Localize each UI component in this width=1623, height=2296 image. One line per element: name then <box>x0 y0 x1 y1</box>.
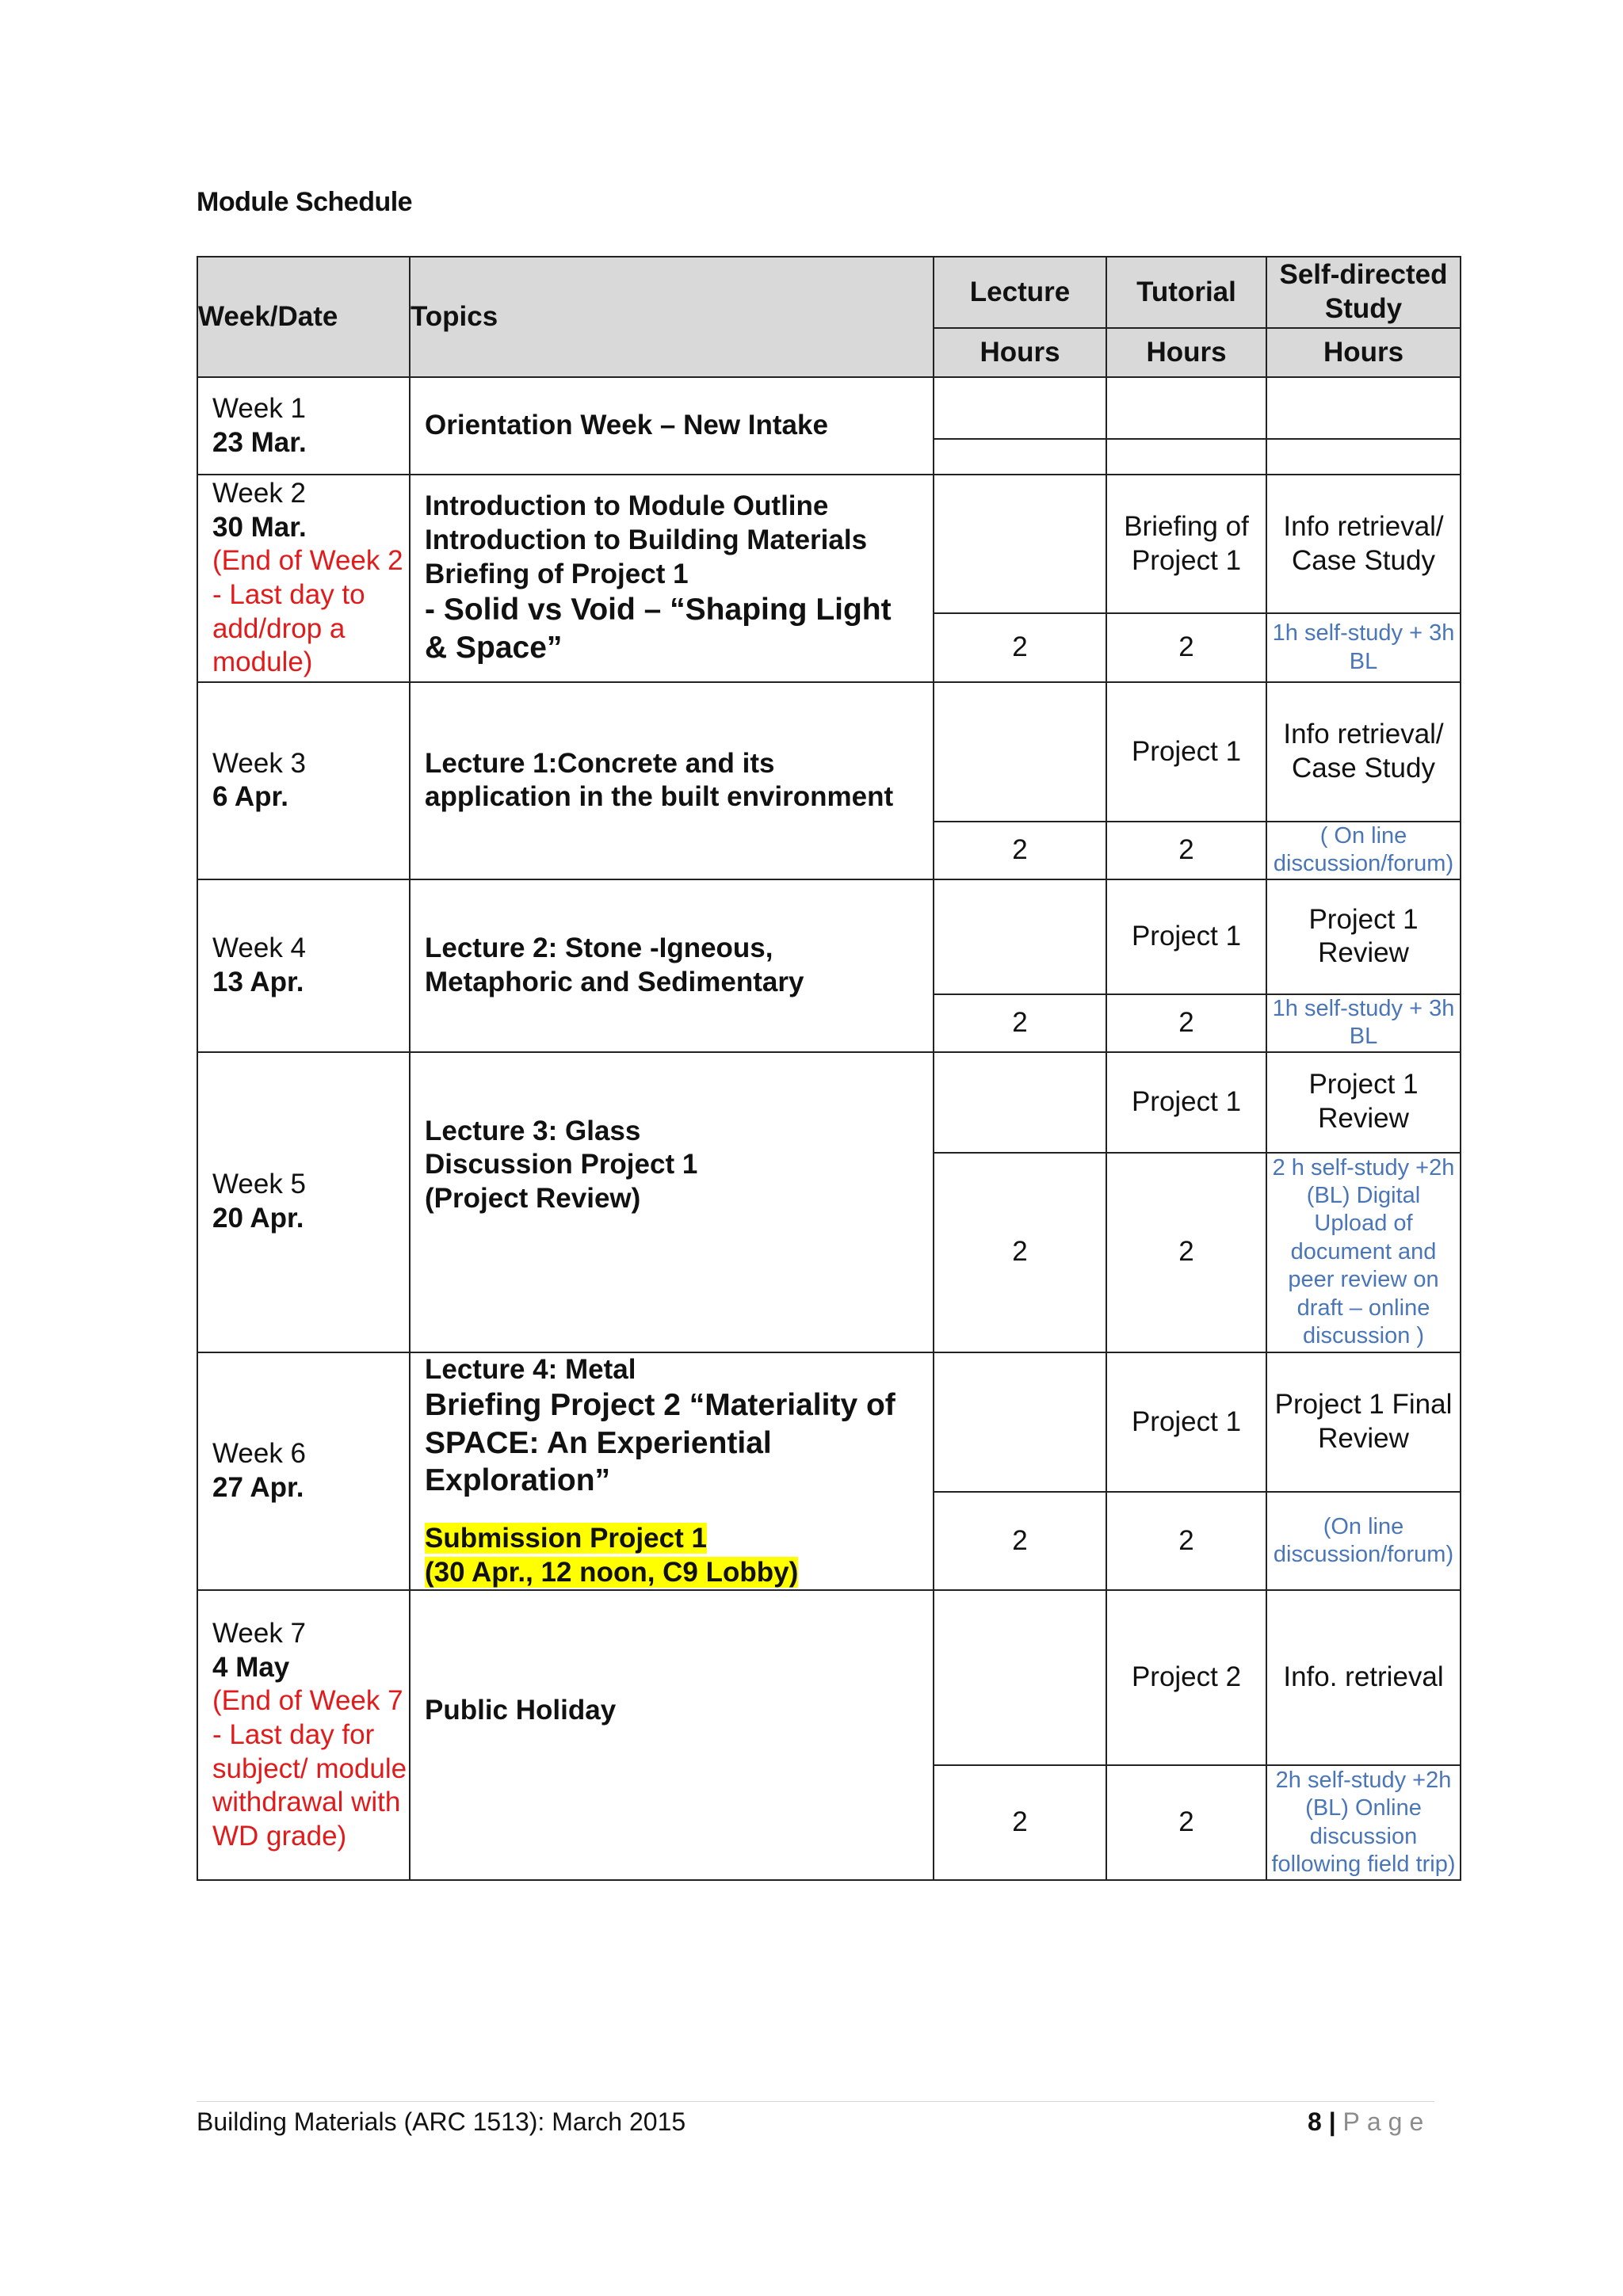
header-self-directed: Self-directed Study <box>1266 257 1461 328</box>
topic-cell <box>410 879 934 1052</box>
header-week-date: Week/Date <box>197 257 410 377</box>
week-label: Week 1 <box>212 392 307 424</box>
week-note: (End of Week 2 - Last day to add/drop a module) <box>212 545 403 678</box>
table-row <box>197 1352 1461 1493</box>
table-row <box>197 682 1461 822</box>
footer-page-number <box>1308 2107 1430 2137</box>
study-activity: Project 1 Final Review <box>1266 1352 1461 1493</box>
study-activity: Info retrieval/ Case Study <box>1266 475 1461 613</box>
week-cell <box>197 475 410 682</box>
week-label: Week 4 <box>212 932 307 963</box>
table-row <box>197 1052 1461 1153</box>
tutorial-activity: Project 1 <box>1106 879 1266 994</box>
week-date: 30 Mar. <box>212 511 307 543</box>
week-date: 4 May <box>212 1651 290 1683</box>
topic-line: Public Holiday <box>425 1695 617 1726</box>
study-activity <box>1266 377 1461 439</box>
topic-cell <box>410 475 934 682</box>
lecture-hours: 2 <box>934 994 1106 1052</box>
tutorial-hours: 2 <box>1106 1153 1266 1352</box>
topic-line: Orientation Week – New Intake <box>425 410 828 441</box>
lecture-hours: 2 <box>934 613 1106 682</box>
lecture-activity <box>934 1352 1106 1493</box>
topic-line: Lecture 2: Stone -Igneous, Metaphoric and Sedimentary <box>425 932 804 997</box>
lecture-activity <box>934 1590 1106 1765</box>
lecture-hours <box>934 439 1106 475</box>
tutorial-hours: 2 <box>1106 1765 1266 1880</box>
lecture-hours: 2 <box>934 1492 1106 1590</box>
table-row <box>197 879 1461 994</box>
lecture-activity <box>934 682 1106 822</box>
topic-line: Lecture 3: Glass <box>425 1115 641 1146</box>
week-note: (End of Week 7 - Last day for subject/ module withdrawal with WD grade) <box>212 1685 407 1852</box>
tutorial-hours <box>1106 439 1266 475</box>
week-date: 23 Mar. <box>212 426 307 458</box>
table-header-row <box>197 257 1461 328</box>
topic-line: Introduction to Module Outline <box>425 490 829 522</box>
tutorial-hours: 2 <box>1106 994 1266 1052</box>
week-label: Week 5 <box>212 1169 307 1200</box>
study-activity: Project 1 Review <box>1266 1052 1461 1153</box>
topic-cell <box>410 377 934 475</box>
lecture-hours: 2 <box>934 1153 1106 1352</box>
week-cell <box>197 1590 410 1880</box>
submission-note <box>425 1522 922 1589</box>
table-row <box>197 377 1461 439</box>
study-hours: 1h self-study + 3h BL <box>1266 613 1461 682</box>
study-activity: Project 1 Review <box>1266 879 1461 994</box>
study-hours: 2 h self-study +2h (BL) Digital Upload of document and peer review on draft – online discussion ) <box>1266 1153 1461 1352</box>
week-date: 13 Apr. <box>212 966 304 997</box>
topic-line: Discussion Project 1 <box>425 1149 698 1180</box>
page-number: 8 <box>1308 2107 1322 2136</box>
tutorial-hours: 2 <box>1106 822 1266 879</box>
topic-line: Briefing of Project 1 <box>425 558 689 589</box>
study-hours: 1h self-study + 3h BL <box>1266 994 1461 1052</box>
tutorial-activity: Project 1 <box>1106 682 1266 822</box>
week-date: 27 Apr. <box>212 1471 304 1503</box>
topic-cell <box>410 1352 934 1591</box>
tutorial-activity: Project 2 <box>1106 1590 1266 1765</box>
tutorial-hours: 2 <box>1106 1492 1266 1590</box>
tutorial-hours: 2 <box>1106 613 1266 682</box>
week-label: Week 7 <box>212 1617 307 1649</box>
study-hours: ( On line discussion/forum) <box>1266 822 1461 879</box>
footer-divider <box>197 2101 1434 2102</box>
lecture-activity <box>934 1052 1106 1153</box>
week-cell <box>197 1052 410 1352</box>
study-activity: Info retrieval/ Case Study <box>1266 682 1461 822</box>
topic-line: Briefing Project 2 “Materiality of SPACE: An Experiential Exploration” <box>425 1388 896 1498</box>
week-cell <box>197 682 410 879</box>
table-row <box>197 475 1461 613</box>
tutorial-activity: Project 1 <box>1106 1052 1266 1153</box>
header-topics: Topics <box>410 257 934 377</box>
study-hours <box>1266 439 1461 475</box>
week-date: 6 Apr. <box>212 781 288 813</box>
lecture-hours: 2 <box>934 1765 1106 1880</box>
week-label: Week 6 <box>212 1438 307 1470</box>
lecture-hours: 2 <box>934 822 1106 879</box>
table-row <box>197 1590 1461 1765</box>
week-label: Week 3 <box>212 747 307 779</box>
week-cell <box>197 1352 410 1591</box>
submission-title: Submission Project 1 <box>425 1522 707 1554</box>
topic-line: Introduction to Building Materials <box>425 524 868 556</box>
page-word: Page <box>1342 2107 1431 2136</box>
page-heading: Module Schedule <box>197 187 413 217</box>
study-hours: (On line discussion/forum) <box>1266 1492 1461 1590</box>
module-schedule-table <box>197 256 1461 1881</box>
topic-line: (Project Review) <box>425 1182 641 1214</box>
submission-details: (30 Apr., 12 noon, C9 Lobby) <box>425 1556 799 1588</box>
footer-document-title: Building Materials (ARC 1513): March 2015 <box>197 2107 686 2136</box>
header-tutorial: Tutorial <box>1106 257 1266 328</box>
week-cell <box>197 879 410 1052</box>
topic-line: Lecture 1:Concrete and its application in the built environment <box>425 747 894 813</box>
tutorial-activity: Briefing of Project 1 <box>1106 475 1266 613</box>
lecture-activity <box>934 377 1106 439</box>
study-activity: Info. retrieval <box>1266 1590 1461 1765</box>
header-lecture-hours: Hours <box>934 328 1106 377</box>
page-separator: | <box>1321 2107 1343 2136</box>
tutorial-activity <box>1106 377 1266 439</box>
tutorial-activity: Project 1 <box>1106 1352 1266 1493</box>
topic-cell <box>410 1052 934 1352</box>
lecture-activity <box>934 879 1106 994</box>
topic-cell <box>410 1590 934 1880</box>
study-hours: 2h self-study +2h (BL) Online discussion following field trip) <box>1266 1765 1461 1880</box>
topic-cell <box>410 682 934 879</box>
topic-line: Lecture 4: Metal <box>425 1353 636 1385</box>
header-lecture: Lecture <box>934 257 1106 328</box>
week-date: 20 Apr. <box>212 1203 304 1234</box>
topic-line: - Solid vs Void – “Shaping Light & Space” <box>425 593 892 666</box>
header-study-hours: Hours <box>1266 328 1461 377</box>
header-tutorial-hours: Hours <box>1106 328 1266 377</box>
week-cell <box>197 377 410 475</box>
week-label: Week 2 <box>212 477 307 509</box>
lecture-activity <box>934 475 1106 613</box>
